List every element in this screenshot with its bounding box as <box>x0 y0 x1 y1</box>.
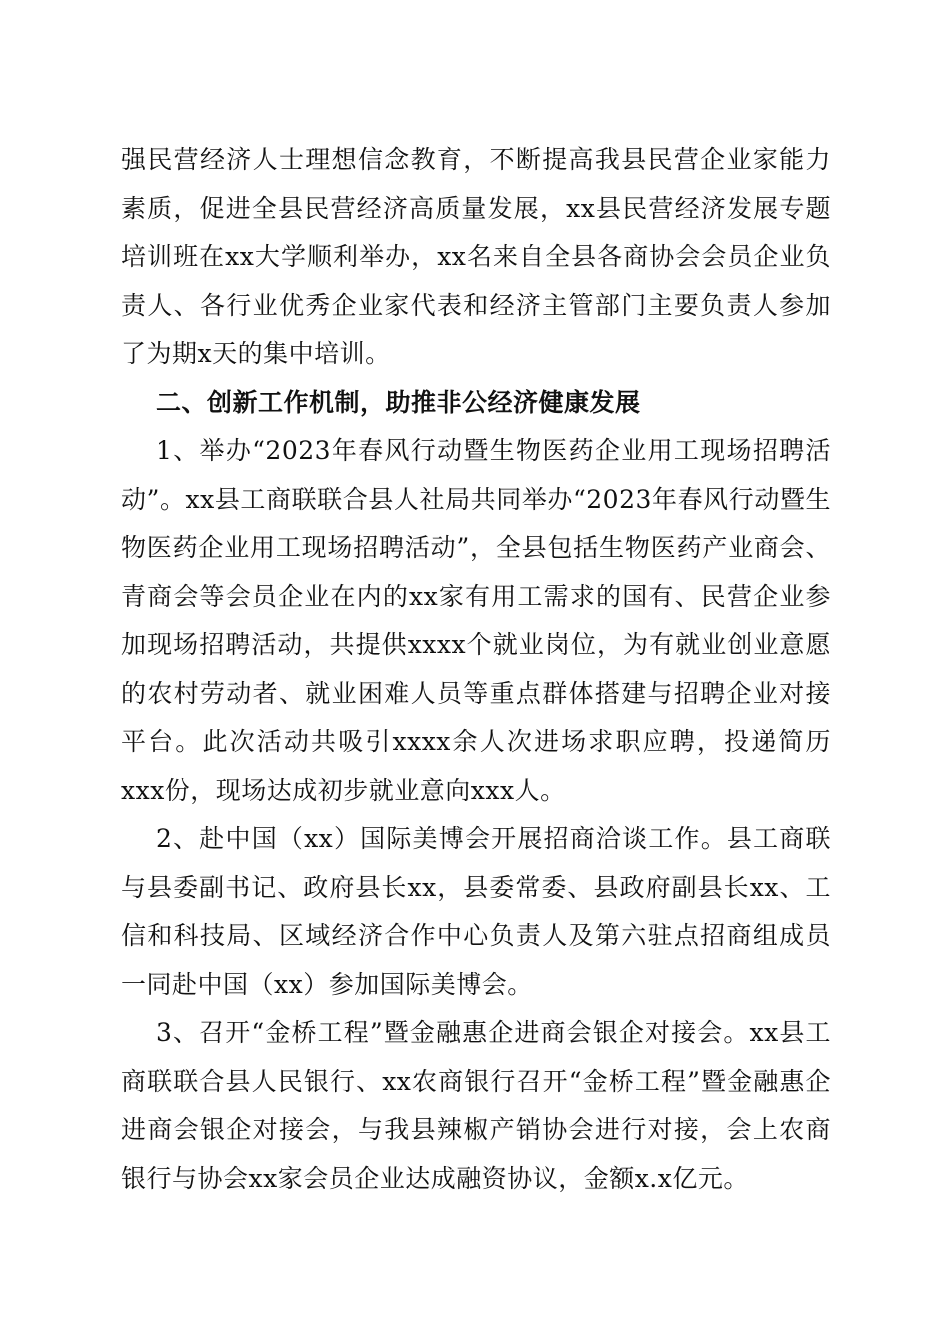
list-item-golden-bridge: 3、召开“金桥工程”暨金融惠企进商会银企对接会。xx县工商联联合县人民银行、xx农商银行召开“金桥工程”暨金融惠企进商会银企对接会，与我县辣椒产销协会进行对接，会上农商银行与协会xx家会员企业达成融资协议，金额x.x亿元。 <box>121 1018 831 1193</box>
section-heading: 二、创新工作机制，助推非公经济健康发展 <box>156 387 641 417</box>
list-item-spring-recruitment: 1、举办“2023年春风行动暨生物医药企业用工现场招聘活动”。xx县工商联联合县人社局共同举办“2023年春风行动暨生物医药企业用工现场招聘活动”，全县包括生物医药产业商会、青商会等会员企业在内的xx家有用工需求的国有、民营企业参加现场招聘活动，共提供xxxx个就业岗位，为有就业创业意愿的农村劳动者、就业困难人员等重点群体搭建与招聘企业对接平台。此次活动共吸引xxxx余人次进场求职应聘，投递简历xxx份，现场达成初步就业意向xxx人。 <box>121 436 831 805</box>
document-body <box>121 136 831 1203</box>
list-item-beauty-expo: 2、赴中国（xx）国际美博会开展招商洽谈工作。县工商联与县委副书记、政府县长xx，县委常委、县政府副县长xx、工信和科技局、区域经济合作中心负责人及第六驻点招商组成员一同赴中国（xx）参加国际美博会。 <box>121 824 831 999</box>
paragraph-training-class: 强民营经济人士理想信念教育，不断提高我县民营企业家能力素质，促进全县民营经济高质量发展，xx县民营经济发展专题培训班在xx大学顺利举办，xx名来自全县各商协会会员企业负责人、各行业优秀企业家代表和经济主管部门主要负责人参加了为期x天的集中培训。 <box>121 145 831 368</box>
